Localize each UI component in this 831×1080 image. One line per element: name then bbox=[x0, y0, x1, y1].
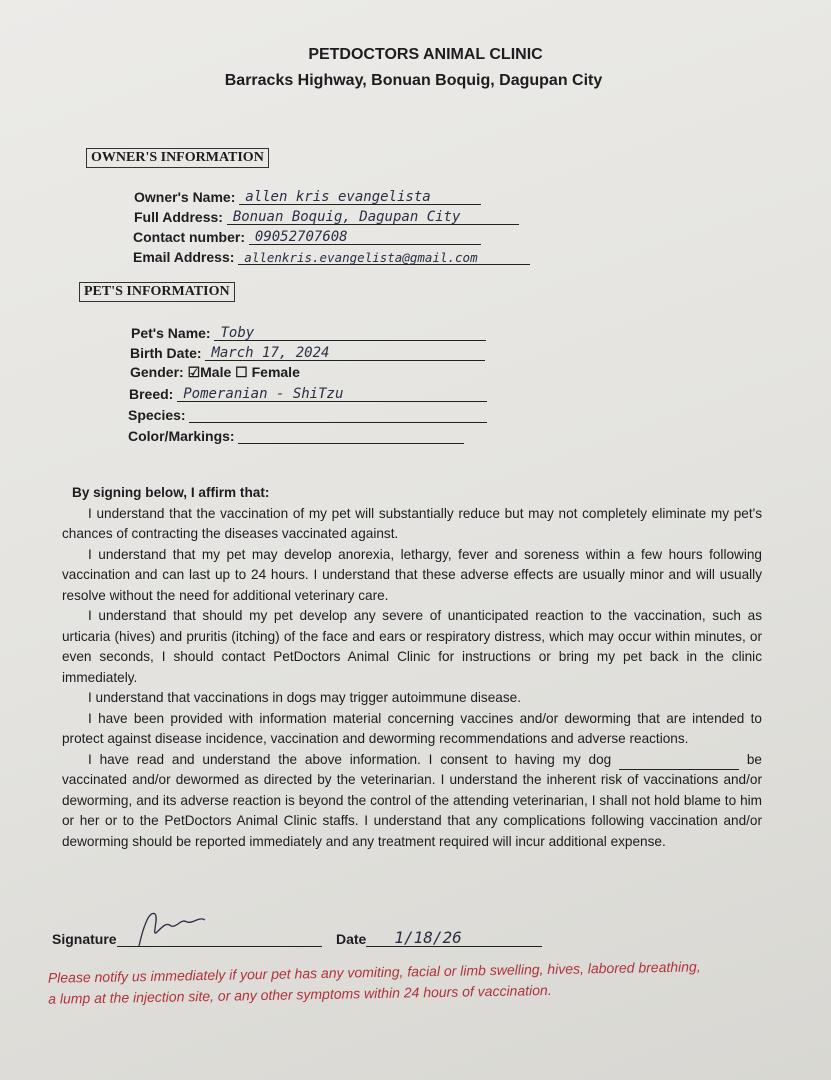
affirmation-text bbox=[62, 483, 762, 852]
clinic-address: Barracks Highway, Bonuan Boquig, Dagupan City bbox=[224, 72, 603, 89]
email-row bbox=[133, 248, 530, 265]
pet-section-title: PET'S INFORMATION bbox=[79, 282, 235, 302]
email-label: Email Address: bbox=[133, 249, 235, 265]
address-value: Bonuan Boquig, Dagupan City bbox=[232, 209, 461, 225]
color-row bbox=[128, 427, 464, 444]
signature-row bbox=[52, 930, 322, 947]
female-checkbox[interactable]: ☐ bbox=[235, 364, 248, 380]
breed-label: Breed: bbox=[129, 386, 174, 402]
affirm-p2: I understand that my pet may develop anorexia, lethargy, fever and soreness within a few hours following vaccination and can last up to 24 hours. I understand that these adverse effects are usually minor and will usually resolve without the need for additional veterinary care. bbox=[62, 546, 762, 603]
male-checkbox[interactable]: ☑ bbox=[187, 364, 201, 380]
clinic-name: PETDOCTORS ANIMAL CLINIC bbox=[308, 46, 543, 63]
date-row bbox=[336, 930, 542, 947]
email-field[interactable] bbox=[238, 248, 530, 265]
date-label: Date bbox=[336, 931, 367, 947]
contact-label: Contact number: bbox=[133, 229, 245, 245]
owner-name-row bbox=[134, 188, 481, 205]
pet-name-row bbox=[131, 324, 486, 341]
breed-row bbox=[129, 385, 487, 402]
color-field[interactable] bbox=[238, 427, 464, 444]
signature-label: Signature bbox=[52, 931, 117, 947]
species-label: Species: bbox=[128, 407, 186, 423]
color-label: Color/Markings: bbox=[128, 428, 235, 444]
address-label: Full Address: bbox=[134, 209, 223, 225]
affirm-p6a: I have read and understand the above information. I consent to having my dog bbox=[88, 751, 612, 767]
species-row bbox=[128, 406, 487, 423]
owner-name-value: allen kris evangelista bbox=[245, 189, 431, 205]
female-label: Female bbox=[251, 364, 300, 380]
signature-scribble-icon bbox=[131, 908, 231, 948]
birth-row bbox=[130, 344, 485, 361]
address-field[interactable] bbox=[227, 208, 519, 225]
date-field[interactable] bbox=[366, 930, 542, 947]
warning-note: Please notify us immediately if your pet has any vomiting, facial or limb swelling, hives, labored breathing, a lump at the injection site, or any other symptoms within 24 hours of vaccination. bbox=[47, 958, 701, 1007]
species-field[interactable] bbox=[189, 406, 487, 423]
breed-value: Pomeranian - ShiTzu bbox=[183, 386, 344, 402]
gender-row bbox=[130, 364, 300, 381]
contact-field[interactable] bbox=[249, 228, 481, 245]
owner-name-label: Owner's Name: bbox=[134, 189, 236, 205]
pet-name-value: Toby bbox=[220, 325, 255, 341]
pet-name-label: Pet's Name: bbox=[131, 325, 211, 341]
owner-name-field[interactable] bbox=[239, 188, 481, 205]
affirm-p6b: be vaccinated and/or dewormed as directed by the veterinarian. I understand the inherent risk of vaccinations and/or deworming, and its adverse reaction is beyond the control of the attending veterinarian, I shall not hold blame to him or her or to the PetDoctors Animal Clinic staffs. I understand that any complications following vaccination and/or deworming should be reported immediately and any treatment required will incur additional expense. bbox=[62, 751, 762, 849]
affirm-p1: I understand that the vaccination of my pet will substantially reduce but may not completely eliminate my pet's chances of contracting the diseases vaccinated against. bbox=[62, 505, 762, 541]
signature-field[interactable] bbox=[117, 930, 322, 947]
email-value: allenkris.evangelista@gmail.com bbox=[244, 250, 478, 265]
address-row bbox=[134, 208, 519, 225]
date-value: 1/18/26 bbox=[394, 928, 462, 947]
male-label: Male bbox=[200, 364, 232, 380]
birth-label: Birth Date: bbox=[130, 345, 202, 361]
birth-field[interactable] bbox=[205, 344, 485, 361]
dog-name-blank[interactable] bbox=[619, 757, 739, 770]
contact-value: 09052707608 bbox=[254, 229, 348, 245]
affirm-p3: I understand that should my pet develop any severe of unanticipated reaction to the vaccination, such as urticaria (hives) and pruritis (itching) of the face and ears or respiratory distress, which may occur within minutes, or even seconds, I should contact PetDoctors Animal Clinic for instructions or bring my pet back in the clinic immediately. bbox=[62, 608, 762, 685]
owner-section-title: OWNER'S INFORMATION bbox=[86, 148, 269, 168]
affirm-p5: I have been provided with information material concerning vaccines and/or deworming that are intended to protect against disease incidence, vaccination and deworming recommendations and adverse reactions. bbox=[62, 710, 762, 746]
contact-row bbox=[133, 228, 481, 245]
gender-label: Gender: bbox=[130, 364, 184, 380]
pet-name-field[interactable] bbox=[214, 324, 486, 341]
affirm-p4: I understand that vaccinations in dogs may trigger autoimmune disease. bbox=[88, 690, 521, 705]
affirm-p6 bbox=[62, 750, 762, 853]
breed-field[interactable] bbox=[177, 385, 487, 402]
birth-value: March 17, 2024 bbox=[211, 345, 330, 361]
affirm-lead: By signing below, I affirm that: bbox=[72, 485, 270, 500]
